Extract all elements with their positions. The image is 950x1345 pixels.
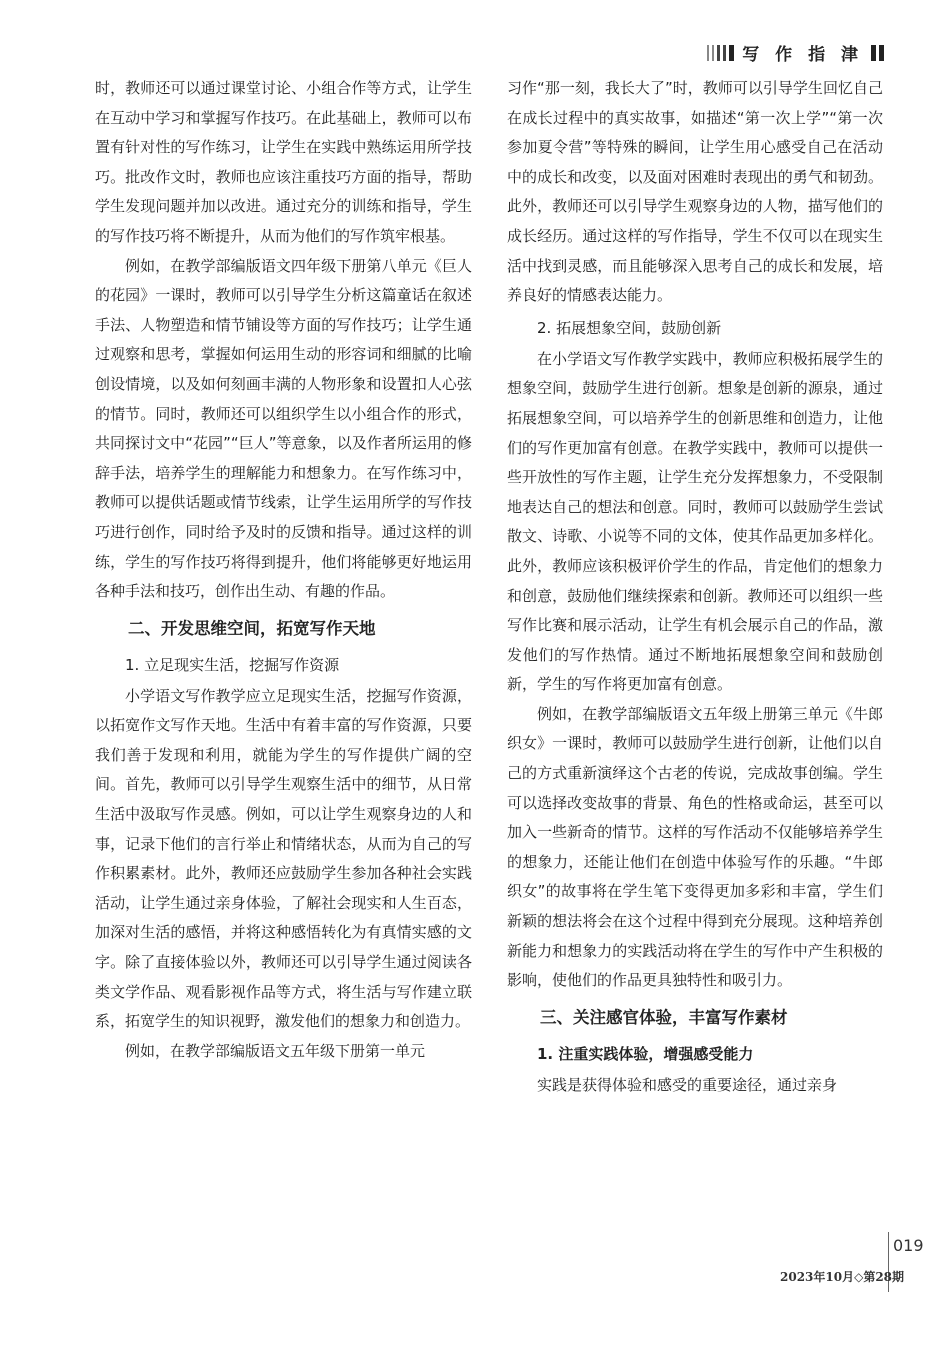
paragraph: 习作“那一刻，我长大了”时，教师可以引导学生回忆自己在成长过程中的真实故事，如描述“第一次上学”“第一次参加夏令营”等特殊的瞬间，让学生用心感受自己在活动中的成长和改变，以及面对困难时表现出的勇气和韧劲。此外，教师还可以引导学生观察身边的人物，描写他们的成长经历。通过这样的写作指导，学生不仅可以在现实生活中找到灵感，而且能够深入思考自己的成长和发展，培养良好的情感表达能力。: [507, 79, 883, 305]
section-heading: 二、开发思维空间，拓宽写作天地: [128, 618, 376, 638]
running-header: [707, 40, 884, 65]
section-heading: 三、关注感官体验，丰富写作素材: [540, 1007, 788, 1027]
right-column: [507, 74, 883, 1100]
subsection-heading: 2. 拓展想象空间，鼓励创新: [537, 318, 722, 337]
issue-label: 2023年10月◇第28期: [780, 1270, 905, 1284]
subsection-heading: 1. 注重实践体验，增强感受能力: [537, 1044, 754, 1063]
header-bars-right-icon: [871, 45, 884, 61]
paragraph: 例如，在教学部编版语文五年级上册第三单元《牛郎织女》一课时，教师可以鼓励学生进行创新，让他们以自己的方式重新演绎这个古老的传说，完成故事创编。学生可以选择改变故事的背景、角色的性格或命运，甚至可以加入一些新奇的情节。这样的写作活动不仅能够培养学生的想象力，还能让他们在创造中体验写作的乐趣。“牛郎织女”的故事将在学生笔下变得更加多彩和丰富，学生们新颖的想法将会在这个过程中得到充分展现。这种培养创新能力和想象力的实践活动将在学生的写作中产生积极的影响，使他们的作品更具独特性和吸引力。: [507, 704, 883, 990]
header-bars-left-icon: [707, 45, 734, 61]
paragraph: 小学语文写作教学应立足现实生活，挖掘写作资源，以拓宽作文写作天地。生活中有着丰富的写作资源，只要我们善于发现和利用，就能为学生的写作提供广阔的空间。首先，教师可以引导学生观察生活中的细节，从日常生活中汲取写作灵感。例如，可以让学生观察身边的人和事，记录下他们的言行举止和情绪状态，从而为自己的写作积累素材。此外，教师还应鼓励学生参加各种社会实践活动，让学生通过亲身体验，了解社会现实和人生百态，加深对生活的感悟，并将这种感悟转化为有真情实感的文字。除了直接体验以外，教师还可以引导学生通过阅读各类文学作品、观看影视作品等方式，将生活与写作建立联系，拓宽学生的知识视野，激发他们的想象力和创造力。: [95, 686, 472, 1031]
paragraph: 例如，在教学部编版语文四年级下册第八单元《巨人的花园》一课时，教师可以引导学生分析这篇童话在叙述手法、人物塑造和情节铺设等方面的写作技巧；让学生通过观察和思考，掌握如何运用生动的形容词和细腻的比喻创设情境，以及如何刻画丰满的人物形象和设置扣人心弦的情节。同时，教师还可以组织学生以小组合作的形式，共同探讨文中“花园”“巨人”等意象，以及作者所运用的修辞手法，培养学生的理解能力和想象力。在写作练习中，教师可以提供话题或情节线索，让学生运用所学的写作技巧进行创作，同时给予及时的反馈和指导。通过这样的训练，学生的写作技巧将得到提升，他们将能够更好地运用各种手法和技巧，创作出生动、有趣的作品。: [95, 256, 472, 601]
section-title: 写 作 指 津: [742, 45, 863, 65]
page-number: 019: [893, 1236, 924, 1255]
paragraph: 例如，在教学部编版语文五年级下册第一单元: [125, 1041, 426, 1060]
left-column: [95, 74, 472, 1066]
paragraph: 时，教师还可以通过课堂讨论、小组合作等方式，让学生在互动中学习和掌握写作技巧。在此基础上，教师可以布置有针对性的写作练习，让学生在实践中熟练运用所学技巧。批改作文时，教师也应该注重技巧方面的指导，帮助学生发现问题并加以改进。通过充分的训练和指导，学生的写作技巧将不断提升，从而为他们的写作筑牢根基。: [95, 79, 472, 245]
paragraph: 实践是获得体验和感受的重要途径，通过亲身: [537, 1075, 838, 1094]
subsection-heading: 1. 立足现实生活，挖掘写作资源: [125, 655, 340, 674]
paragraph: 在小学语文写作教学实践中，教师应积极拓展学生的想象空间，鼓励学生进行创新。想象是创新的源泉，通过拓展想象空间，可以培养学生的创新思维和创造力，让他们的写作更加富有创意。在教学实践中，教师可以提供一些开放性的写作主题，让学生充分发挥想象力，不受限制地表达自己的想法和创意。同时，教师可以鼓励学生尝试散文、诗歌、小说等不同的文体，使其作品更加多样化。此外，教师应该积极评价学生的作品，肯定他们的想象力和创意，鼓励他们继续探索和创新。教师还可以组织一些写作比赛和展示活动，让学生有机会展示自己的作品，激发他们的写作热情。通过不断地拓展想象空间和鼓励创新，学生的写作将更加富有创意。: [507, 349, 883, 694]
